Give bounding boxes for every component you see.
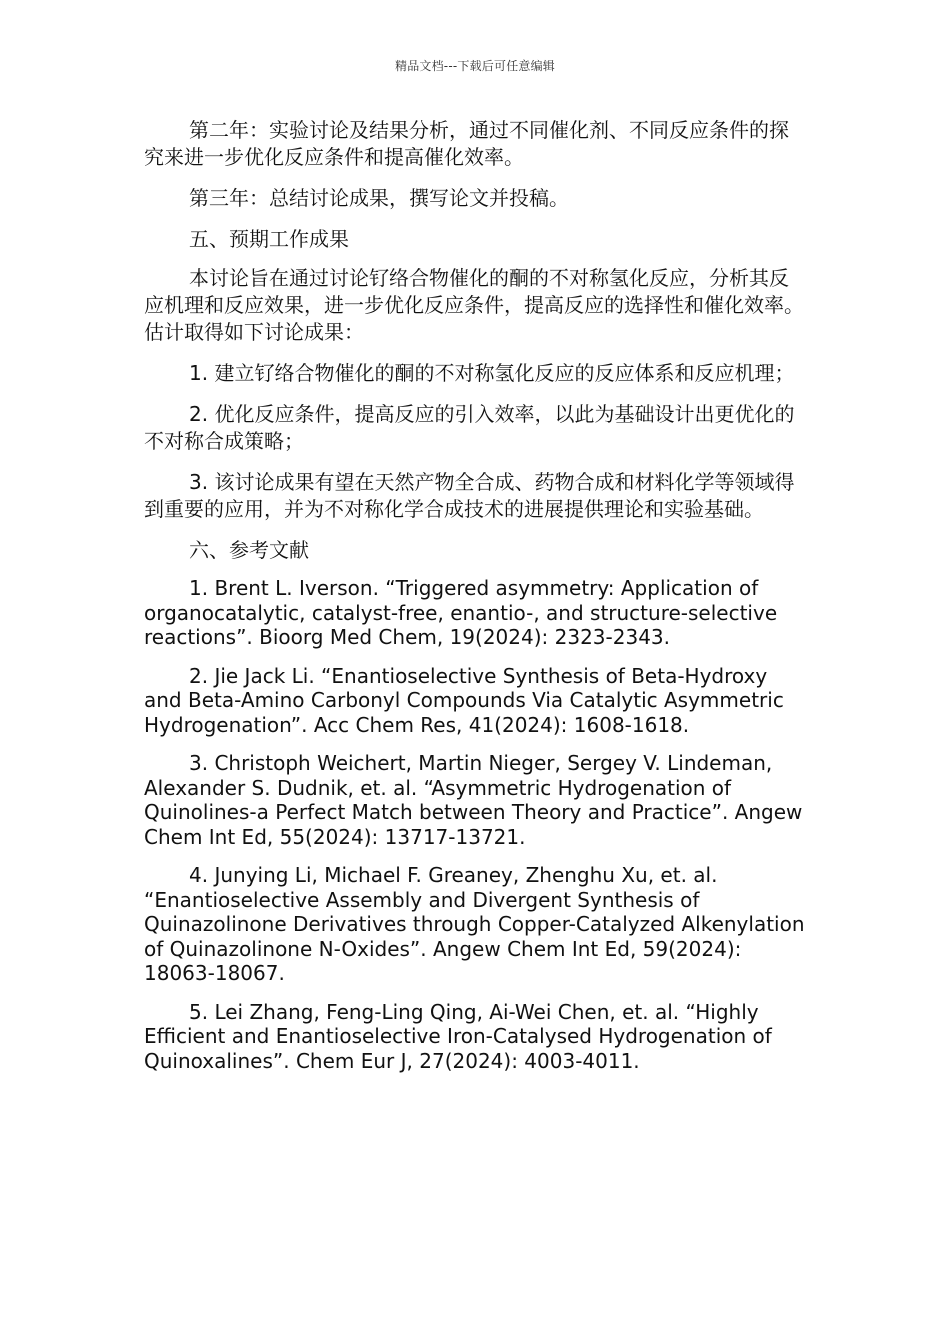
section-heading-references: 六、参考文献 — [189, 538, 309, 562]
section-heading-expected-results: 五、预期工作成果 — [189, 227, 349, 251]
expected-results-intro: 本讨论旨在通过讨论钌络合物催化的酮的不对称氢化反应，分析其反应机理和反应效果，进一步优化反应条件，提高反应的选择性和催化效率。估计取得如下讨论成果： — [144, 266, 804, 344]
document-body — [144, 117, 806, 1087]
reference-item: 4. Junying Li, Michael F. Greaney, Zhenghu Xu, et. al. “Enantioselective Assembly and Divergent Synthesis of Quinazolinone Derivatives through Copper-Catalyzed Alkenylation of Quinazolinone N-Oxides”. Angew Chem Int Ed, 59(2024): 18063-18067. — [144, 863, 805, 985]
reference-item: 3. Christoph Weichert, Martin Nieger, Sergey V. Lindeman, Alexander S. Dudnik, et. al. “Asymmetric Hydrogenation of Quinolines-a Perfect Match between Theory and Practice”. Angew Chem Int Ed, 55(2024): 13717-13721. — [144, 751, 803, 849]
page-header: 精品文档---下载后可任意编辑 — [395, 59, 555, 73]
expected-result-item: 2. 优化反应条件，提高反应的引入效率，以此为基础设计出更优化的不对称合成策略； — [144, 402, 795, 453]
plan-year-two: 第二年：实验讨论及结果分析，通过不同催化剂、不同反应条件的探究来进一步优化反应条件和提高催化效率。 — [144, 118, 789, 169]
plan-year-three: 第三年：总结讨论成果，撰写论文并投稿。 — [189, 186, 569, 210]
reference-item: 2. Jie Jack Li. “Enantioselective Synthesis of Beta-Hydroxy and Beta-Amino Carbonyl Compounds Via Catalytic Asymmetric Hydrogenation”. Acc Chem Res, 41(2024): 1608-1618. — [144, 663, 784, 737]
expected-result-item: 3. 该讨论成果有望在天然产物全合成、药物合成和材料化学等领域得到重要的应用，并为不对称化学合成技术的进展提供理论和实验基础。 — [144, 470, 795, 521]
expected-result-item: 1. 建立钌络合物催化的酮的不对称氢化反应的反应体系和反应机理； — [189, 361, 795, 385]
reference-item: 1. Brent L. Iverson. “Triggered asymmetry: Application of organocatalytic, catalyst-free, enantio-, and structure-selective reactions”. Bioorg Med Chem, 19(2024): 2323-2343. — [144, 576, 778, 649]
reference-item: 5. Lei Zhang, Feng-Ling Qing, Ai-Wei Chen, et. al. “Highly Efficient and Enantioselective Iron-Catalysed Hydrogenation of Quinoxalines”. Chem Eur J, 27(2024): 4003-4011. — [144, 999, 772, 1073]
